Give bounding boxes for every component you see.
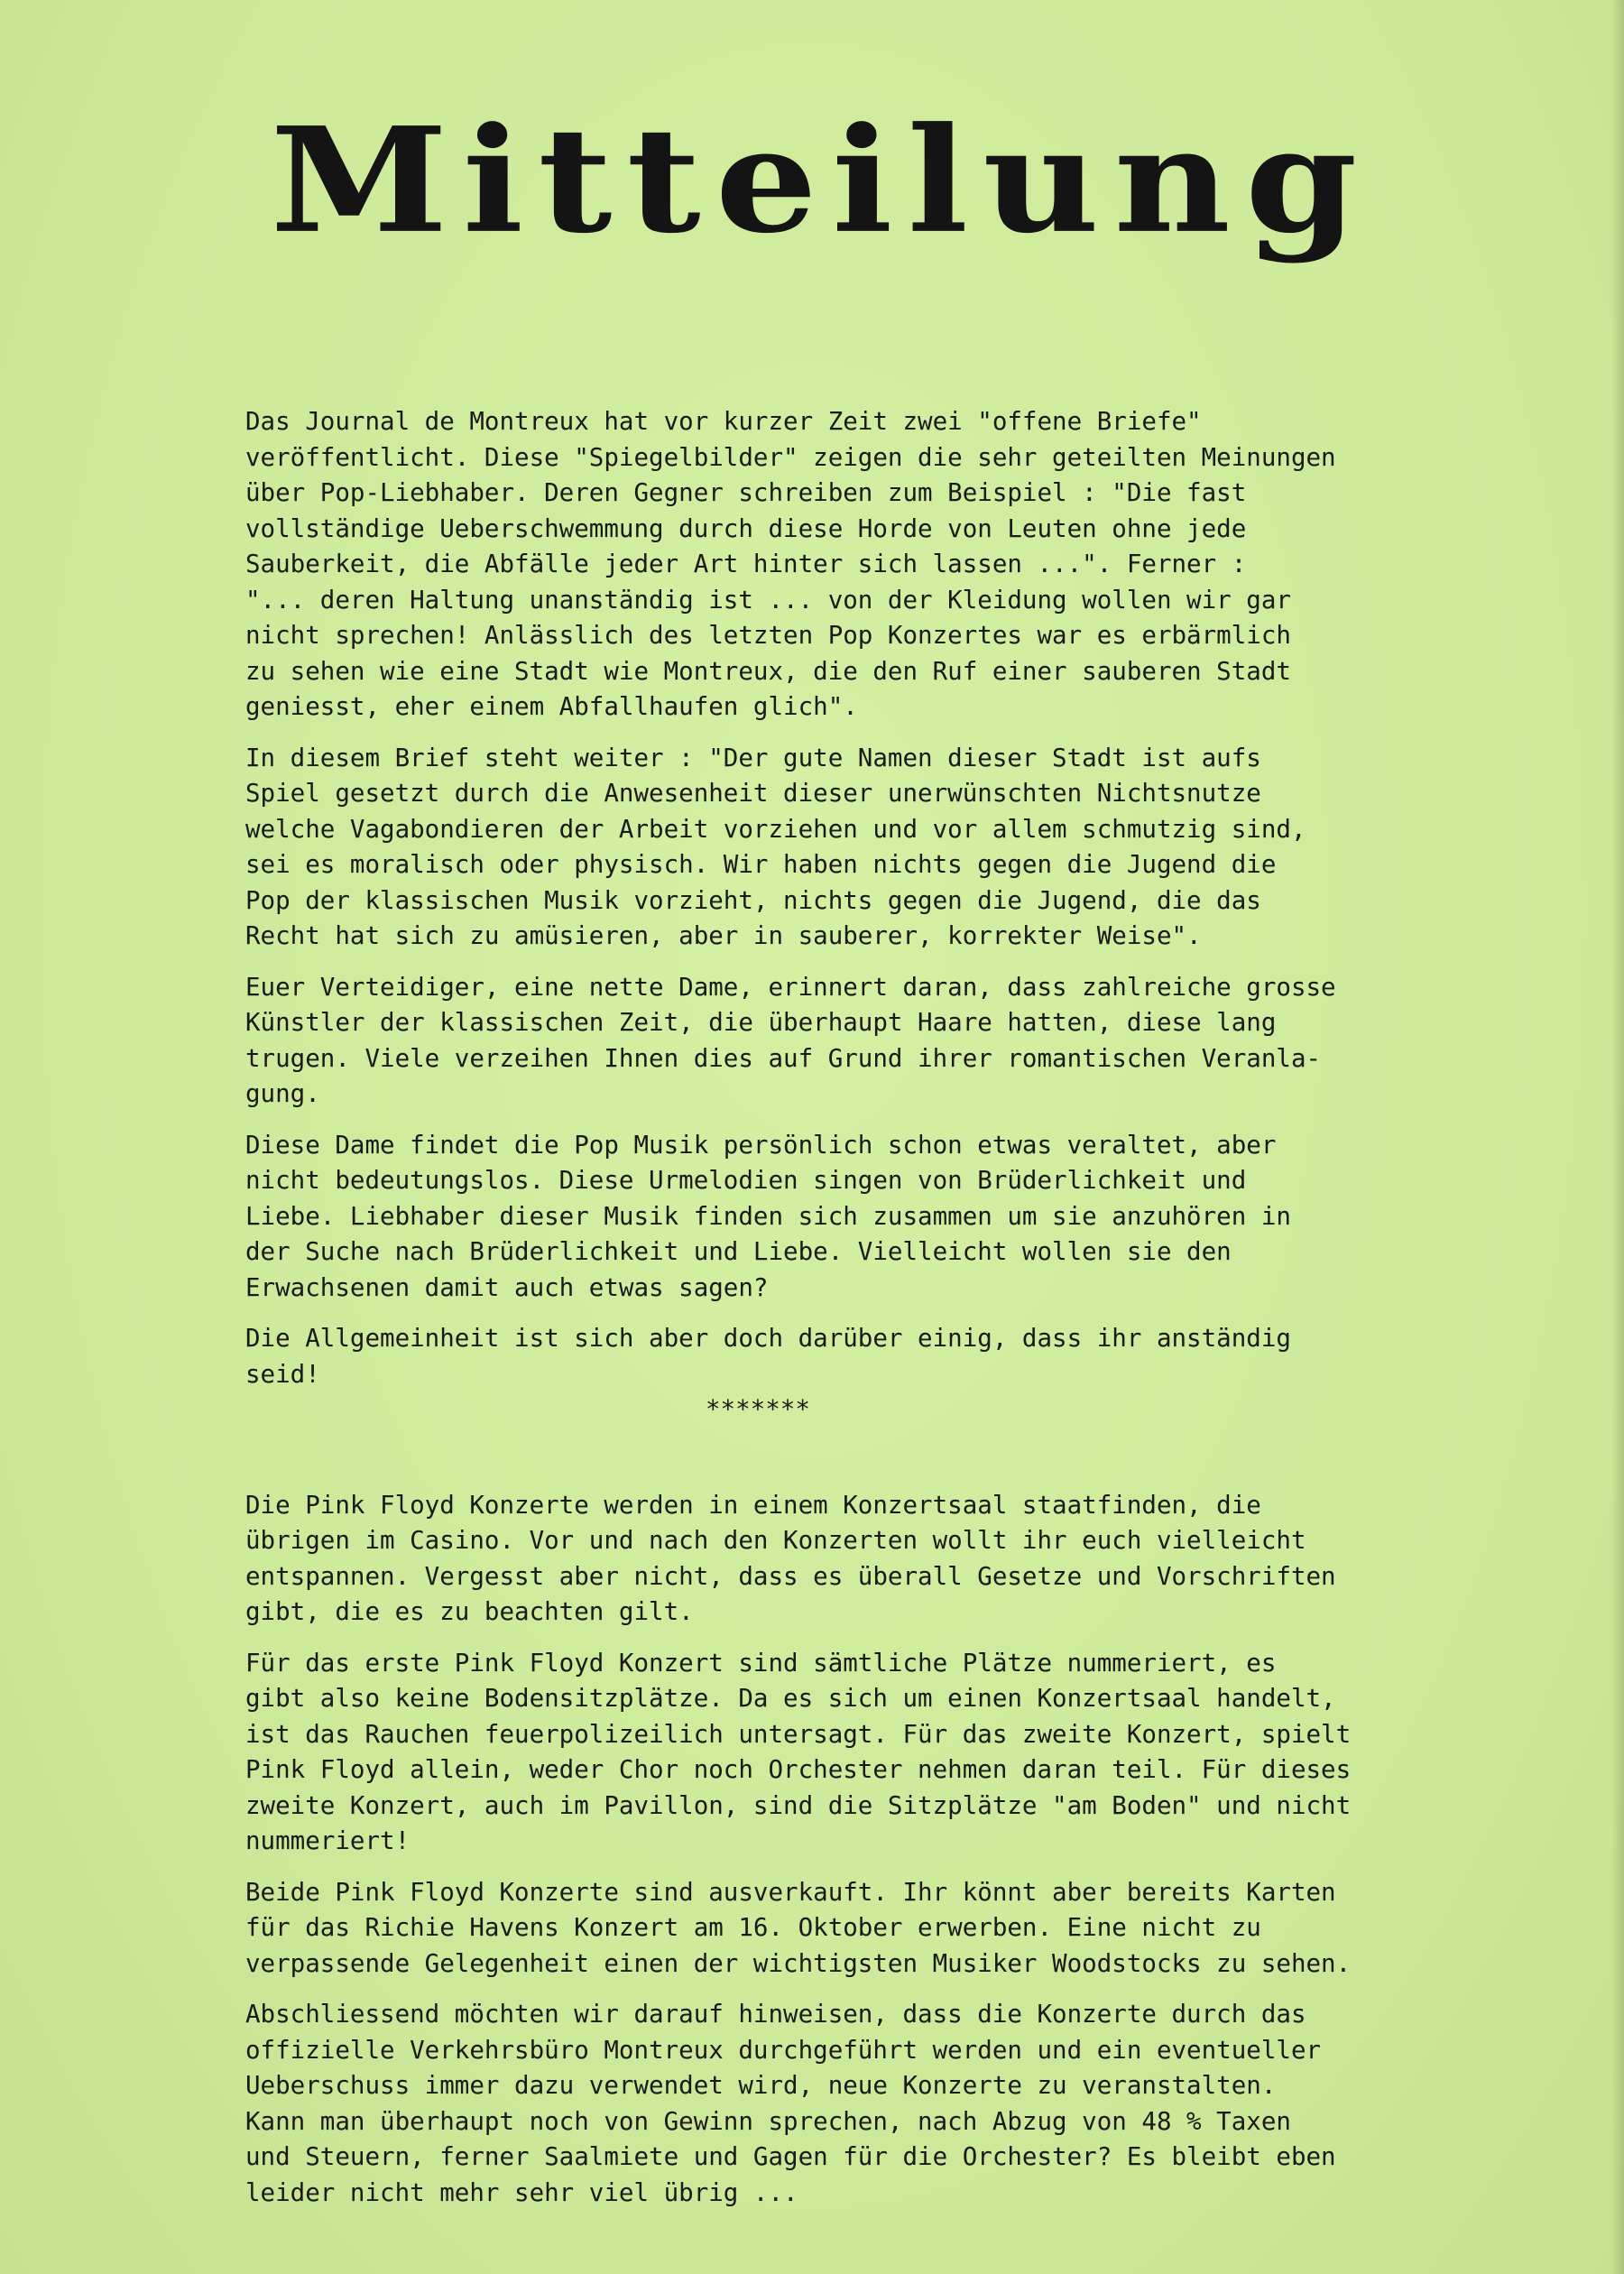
page-title: Mitteilung	[270, 95, 1372, 265]
paragraph: Beide Pink Floyd Konzerte sind ausverkauft. Ihr könnt aber bereits Karten für das Richie Havens Konzert am 16. Oktober erwerben. Eine nicht zu verpassende Gelegenheit einen der wichtigsten Musiker Woodstocks zu sehen.	[245, 1877, 1352, 1978]
paragraph: Die Allgemeinheit ist sich aber doch darüber einig, dass ihr anständig seid!	[245, 1324, 1291, 1389]
paragraph: Diese Dame findet die Pop Musik persönlich schon etwas veraltet, aber nicht bedeutungslos. Diese Urmelodien singen von Brüderlichkeit und Liebe. Liebhaber dieser Musik finden sich zusammen um sie anzuhören in der Suche nach Brüderlichkeit und Liebe. Vielleicht wollen sie den Erwachsenen damit auch etwas sagen?	[245, 1130, 1291, 1302]
section-separator: *******	[706, 1395, 810, 1424]
paper-edge-shadow	[1611, 0, 1624, 2274]
paragraph: Die Pink Floyd Konzerte werden in einem Konzertsaal staatfinden, die übrigen im Casino. Vor und nach den Konzerten wollt ihr euch vielleicht entspannen. Vergesst aber nicht, dass es überall Gesetze und Vorschriften gibt, die es zu beachten gilt.	[245, 1490, 1336, 1626]
document-body	[245, 404, 1490, 2226]
paragraph: Das Journal de Montreux hat vor kurzer Zeit zwei "offene Briefe" veröffentlicht. Diese "Spiegelbilder" zeigen die sehr geteilten Meinungen über Pop-Liebhaber. Deren Gegner schreiben zum Beispiel : "Die fast vollständige Ueberschwemmung durch diese Horde von Leuten ohne jede Sauberkeit, die Abfälle jeder Art hinter sich lassen ...". Ferner : "... deren Haltung unanständig ist ... von der Kleidung wollen wir gar nicht sprechen! Anlässlich des letzten Pop Konzertes war es erbärmlich zu sehen wie eine Stadt wie Montreux, die den Ruf einer sauberen Stadt geniesst, eher einem Abfallhaufen glich".	[245, 407, 1336, 721]
paragraph: In diesem Brief steht weiter : "Der gute Namen dieser Stadt ist aufs Spiel gesetzt durch die Anwesenheit dieser unerwünschten Nichtsnutze welche Vagabondieren der Arbeit vorziehen und vor allem schmutzig sind, sei es moralisch oder physisch. Wir haben nichts gegen die Jugend die Pop der klassischen Musik vorzieht, nichts gegen die Jugend, die das Recht hat sich zu amüsieren, aber in sauberer, korrekter Weise".	[245, 743, 1306, 950]
paragraph: Für das erste Pink Floyd Konzert sind sämtliche Plätze nummeriert, es gibt also keine Bodensitzplätze. Da es sich um einen Konzertsaal handelt, ist das Rauchen feuerpolizeilich untersagt. Für das zweite Konzert, spielt Pink Floyd allein, weder Chor noch Orchester nehmen daran teil. Für dieses zweite Konzert, auch im Pavillon, sind die Sitzplätze "am Boden" und nicht nummeriert!	[245, 1648, 1352, 1855]
section-gap	[245, 1428, 1490, 1488]
paragraph: Euer Verteidiger, eine nette Dame, erinnert daran, dass zahlreiche grosse Künstler der klassischen Zeit, die überhaupt Haare hatten, diese lang trugen. Viele verzeihen Ihnen dies auf Grund ihrer romantischen Veranla- gung.	[245, 972, 1336, 1108]
paragraph: Abschliessend möchten wir darauf hinweisen, dass die Konzerte durch das offizielle Verkehrsbüro Montreux durchgeführt werden und ein eventueller Ueberschuss immer dazu verwendet wird, neue Konzerte zu veranstalten. Kann man überhaupt noch von Gewinn sprechen, nach Abzug von 48 % Taxen und Steuern, ferner Saalmiete und Gagen für die Orchester? Es bleibt eben leider nicht mehr sehr viel übrig ...	[245, 2000, 1336, 2207]
